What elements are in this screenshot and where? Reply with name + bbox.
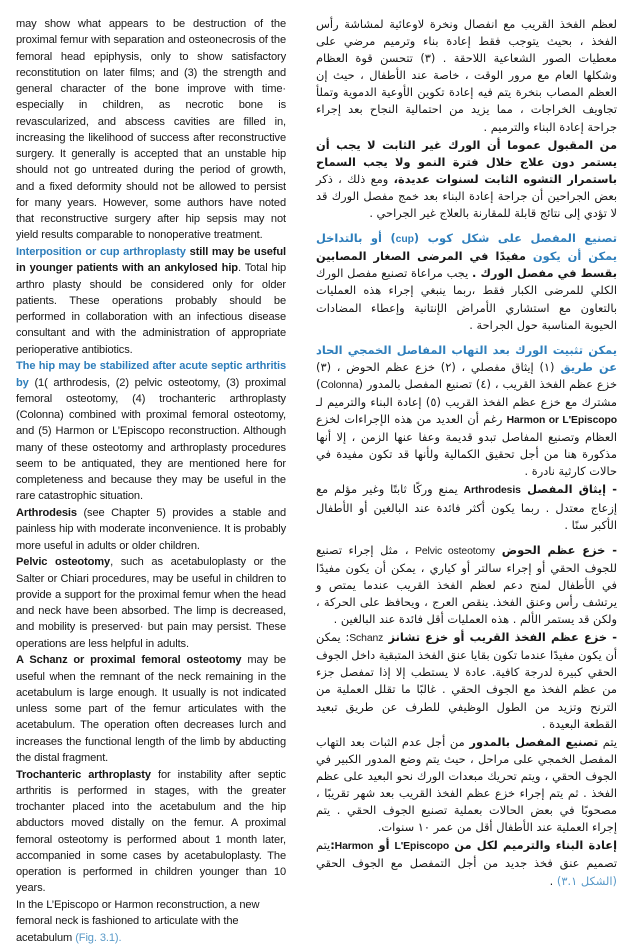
english-text-run: Pelvic osteotomy (16, 556, 111, 569)
english-text-run: for instability after septic arthritis is performed in stages, with the greater trochanter placed into the acetabulum and the hip abductors moved distally on the femur. A proximal femoral osteotomy is performed about 1 month later, accompanied in some cases by acetabuloplasty. The operation is performed in children younger than 10 years. (16, 768, 286, 895)
column-gutter (296, 0, 314, 836)
arabic-text-run: تصنيع المفصل بالمدور (469, 734, 599, 749)
english-text-run: still may be useful in younger patients with an ankylosed hip (16, 246, 286, 275)
english-text-run: . Total hip arthro plasty should be considered only for older patients. These operations probably should be performed in collaboration with an infectious disease consultant and with the administration of appropriate perioperative antibiotics. (16, 262, 286, 356)
arabic-paragraph (316, 542, 617, 628)
paragraph-spacer (316, 535, 617, 542)
english-text-run: In the L’Episcopo or Harmon reconstruction, a new femoral neck is fashioned to articulate with the acetabulum (16, 899, 260, 944)
arabic-text-run: Arthrodesis (463, 485, 521, 497)
arabic-text-run: يتم (598, 734, 617, 749)
arabic-text-run: ومع ذلك ، ذكر بعض الجراحين أن جراحة إعادة البناء بعد خمج مفصل الورك قد لا تؤدي إلى نتائج قابلة للمقارنة بالعلاج غير الجراحي . (316, 171, 617, 221)
arabic-text-run: ، مثل إجراء تصنيع للجوف الحقي أو إجراء سالتر أو كياري ، يمكن أن يكون مفيدًا في الأطفال لمنح دعم لعظم الفخذ القريب عندما يمتص و يرتشف رأس وعنق الفخذ. ينقص العرج ، ويحافظ على الحركة ، ولكن قد يستمر الألم . هذه العمليات أقل فائدة عند البالغين . (316, 542, 617, 627)
english-text-run[interactable]: (Fig. 3.1). (75, 931, 122, 944)
arabic-text-run: . (549, 873, 557, 888)
arabic-text-run: يمكن تثبيت الورك بعد التهاب المفاصل الخمجي الحاد عن طريق (316, 342, 618, 374)
arabic-text-run: يتم تصميم عنق فخذ جديد من أجل التمفصل مع الجوف الحقي (316, 838, 617, 871)
paragraph-spacer (316, 335, 617, 342)
arabic-paragraph (316, 629, 617, 733)
english-text-run: A Schanz or proximal femoral osteotomy (16, 654, 242, 667)
english-text-run: may show what appears to be destruction of the proximal femur with separation and osteonecrosis of the femoral head epiphysis, only to show satisfactory reconstitution on later films; and (3) the strength and general character of the bone improve with time· especially in children, as necrotic bone is revascularized, and abscess cavities are filled in, increasing the likelihood of success after reconstructive surgery. It generally is accepted that an unstable hip should not go untreated during the period of growth, and a fixed deformity should not be allowed to persist for many years. However, some authors have noted that reconstructive surgery after hip sepsis may not yield results comparable to nonoperative treatment. (16, 18, 286, 242)
arabic-text-run: مفيدًا في المرضى الصغار المصابين بقسط في مفصل الورك . (316, 249, 617, 281)
arabic-text-run: يمنع وركًا ثابتًا وغير مؤلم مع إزعاج معتدل . ربما يكون أكثر فائدة عند البالغين أو الأطفال الأكبر سنًا . (316, 482, 617, 532)
arabic-text-run: - خزع عظم الفخذ القريب أو خزع تشانز (383, 630, 618, 645)
english-text-run: (1( arthrodesis, (2) pelvic osteotomy, (3) proximal femoral osteotomy, (4) trochanteric arthroplasty (Colonna) combined with proximal femoral osteotomy, and (5) Harmon or L’Episcopo reconstruction. Although many of these osteotomy and arthroplasty procedures seem to be antiquated, they are mentioned here for completeness and because they may be useful in the rare catastrophic situation. (16, 376, 286, 503)
arabic-paragraph (316, 837, 617, 889)
arabic-paragraph (316, 481, 617, 533)
english-paragraph (16, 767, 286, 897)
arabic-text-run: ) مشترك مع خزع عظم الفخذ القريب (٥) إعادة البناء والترميم لـ (316, 376, 617, 409)
english-paragraph (16, 358, 286, 504)
english-paragraph (16, 16, 286, 244)
english-paragraph (16, 554, 286, 652)
arabic-paragraph (316, 342, 617, 481)
arabic-text-run: أو (373, 838, 395, 853)
english-paragraph (16, 505, 286, 554)
arabic-text-run: cup (395, 234, 414, 246)
english-paragraph (16, 652, 286, 766)
arabic-paragraph (316, 137, 617, 222)
english-text-column (0, 0, 296, 944)
arabic-text-run: L'Episcopo (394, 841, 450, 853)
arabic-paragraph (316, 16, 617, 136)
arabic-text-run: تصنيع المفصل على شكل كوب ( (413, 231, 617, 246)
arabic-text-run: Pelvic osteotomy (415, 545, 495, 557)
arabic-text-run[interactable]: (الشكل ٣.١) (556, 873, 617, 888)
arabic-text-run: : (330, 838, 335, 853)
english-text-run: , such as acetabuloplasty or the Salter or Chiari procedures, may be useful in children to provide a support for the proximal femur when the head and neck have been absorbed. The limp is decreased, and mobility is preserved· but pain may persist. These operations are less helpful in adults. (16, 556, 286, 650)
english-paragraph (16, 897, 286, 946)
arabic-paragraph (316, 230, 617, 334)
english-text-run: may be useful when the remnant of the neck remaining in the acetabulum is large enough. It usually is not indicated unless some part of the femur articulates with the acetabulum. The operation often decreases lurch and increases the functional length of the limb by abducting the distal fragment. (16, 654, 286, 764)
paragraph-spacer (316, 223, 617, 230)
english-text-run: Interposition or cup arthroplasty (16, 246, 190, 258)
arabic-text-run: - إيثاق المفصل (520, 482, 617, 497)
arabic-text-run: - خزع عظم الحوض (494, 542, 617, 557)
arabic-text-run: : يمكن أن يكون مفيدًا عندما تكون بقايا عنق الفخذ المتبقية داخل الجوف الحقي كبيرة لدرجة كافية. عادة لا يستطب إلا إذا تمفصل جزء من عظم الفخذ مع الجوف الحقي . غالبًا ما تقلل العملية من الترنح وتزيد من الطول الوظيفي للطرف عن طريق تبعيد القطعة البعيدة . (316, 630, 617, 731)
arabic-text-run: رغم أن العديد من هذه الإجراءات لخزع العظام وتصنيع المفاصل تبدو قديمة وعفا عنها الزمن ، إلا أنها مذكورة هنا من أجل تحقيق الكمالية ولأنها قد تكون مفيدة في حالات كارثية نادرة . (316, 412, 617, 479)
arabic-text-run: Schanz (349, 633, 384, 645)
arabic-text-run: من المقبول عموما أن الورك غير الثابت لا يجب أن يستمر دون علاج خلال فترة النمو ولا يجب السماح باستمرار التشوه الثابت لسنوات عديدة، (316, 137, 617, 186)
arabic-text-run: من أجل عدم الثبات بعد التهاب المفصل الخمجي على مراحل ، حيث يتم وضع المدور الكبير في الجوف الحقي ، ويتم تحريك مبعدات الورك نحو البعيد على عظم الفخذ . ثم يتم إجراء خزع عظم الفخذ القريب بعد شهر تقريبًا ، مصحوبًا في بعض الحالات بعملية تصنيع الجوف الحقي . يتم إجراء العملية عند الأطفال أقل من عمر ١٠ سنوات. (316, 734, 617, 835)
arabic-paragraph (316, 734, 617, 837)
arabic-text-run: (١) إيثاق مفصلي ، (٢) خزع عظم الحوض ، (٣) خزع عظم الفخذ القريب ، (٤) تصنيع المفصل بالمدور ( (316, 359, 617, 391)
arabic-text-run: ) أو بالتداخل يمكن أن يكون (316, 231, 617, 264)
arabic-text-run: Harmon (334, 841, 374, 853)
english-text-run: The hip may be stabilized after acute septic arthritis by (16, 360, 286, 389)
arabic-text-run: Harmon or L'Episcopo (506, 415, 617, 427)
arabic-text-run: يجب مراعاة تصنيع مفصل الورك الكلي للمرضى الكبار فقط ،ربما ينبغي إجراء هذه العمليات بالتعاون مع استشاري الأمراض الإنتانية وإعطاء المضادات الحيوية المناسبة حول الجراحة . (316, 266, 617, 332)
arabic-text-run: لعظم الفخذ القريب مع انفصال ونخرة لاوعائية لمشاشة رأس الفخذ ، بحيث يتوجب فقط إعادة بناء وترميم مرضي على معطيات الصور الشعاعية اللاحقة . (٣) تتحسن قوة العظام وشكلها العام مع مرور الوقت ، خاصة عند الأطفال ، حيث إن العظم المصاب بنخرة يتم فيه إعادة تكوين الأوعية الدموية وتملأ تجاويف الخراجات ، مما يزيد من احتمالية النجاح بعد إجراء جراحة إعادة البناء والترميم . (316, 17, 617, 134)
english-paragraph (16, 244, 286, 358)
english-text-run: Arthrodesis (16, 507, 77, 519)
english-text-run: (see Chapter 5) provides a stable and painless hip with moderate inconvenience. It is probably more useful in adults or older children. (16, 507, 286, 552)
english-text-run: Trochanteric arthroplasty (16, 768, 151, 781)
arabic-text-run: Colonna (320, 379, 359, 391)
arabic-text-column (314, 0, 631, 888)
arabic-text-run: إعادة البناء والترميم لكل من (449, 838, 617, 853)
